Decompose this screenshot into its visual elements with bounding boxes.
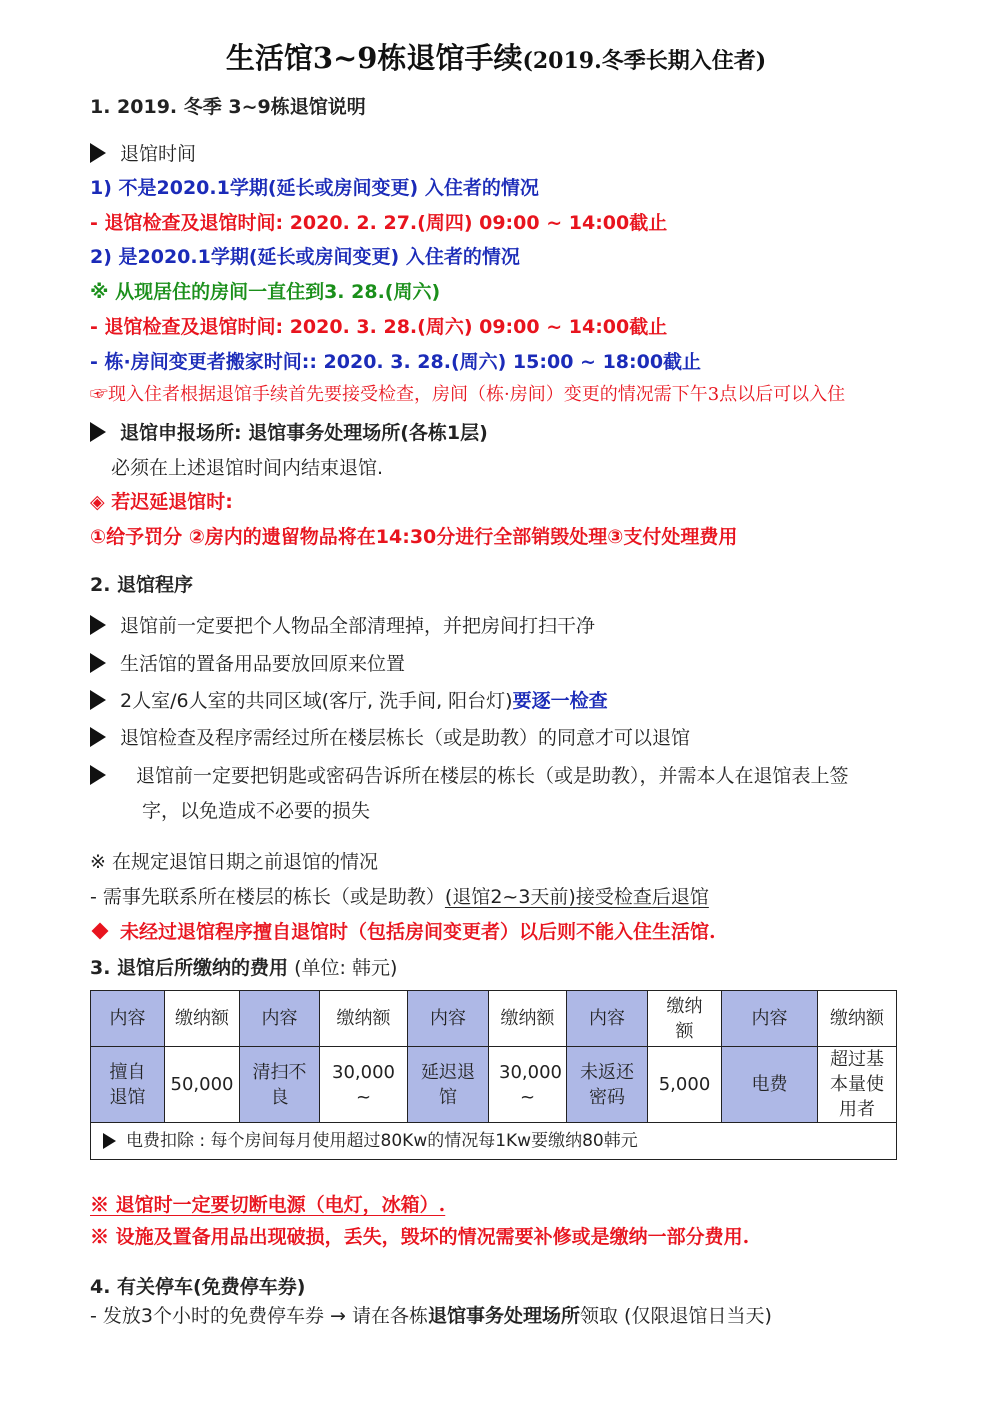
- fee-amount: 5,000: [648, 1047, 722, 1123]
- fee-content: 未返还密码: [567, 1047, 648, 1123]
- header-amount: 缴纳额: [489, 991, 567, 1047]
- header-amount: 缴纳额: [818, 991, 897, 1047]
- procedure-text: 生活馆的置备用品要放回原来位置: [120, 653, 406, 675]
- header-content: 内容: [722, 991, 818, 1047]
- procedure-item: [90, 613, 595, 639]
- checkout-place-label: 退馆申报场所: 退馆事务处理场所(各栋1层): [120, 422, 488, 444]
- header-content: 内容: [240, 991, 320, 1047]
- procedure-item: [90, 725, 690, 751]
- header-content: 内容: [91, 991, 165, 1047]
- checkout-time-header: [90, 141, 196, 167]
- fee-amount: 30,000 ~: [320, 1047, 408, 1123]
- fee-content: 电费: [722, 1047, 818, 1123]
- checkout-place-note: 必须在上述退馆时间内结束退馆.: [111, 457, 384, 479]
- triangle-bullet-icon: [90, 690, 106, 710]
- procedure-text: 退馆前一定要把个人物品全部清理掉，并把房间打扫干净: [120, 615, 596, 637]
- power-off-note: [90, 1192, 445, 1218]
- fee-content: 清扫不良: [240, 1047, 320, 1123]
- case2-notice-line: ☞现入住者根据退馆手续首先要接受检查，房间（栋·房间）变更的情况需下午3点以后可以入住: [90, 384, 846, 405]
- early-checkout-text: [90, 884, 729, 910]
- fee-amount: 50,000: [165, 1047, 240, 1123]
- early-checkout-header: ※ 在规定退馆日期之前退馆的情况: [90, 851, 378, 873]
- procedure-text: 退馆检查及程序需经过所在楼层栋长（或是助教）的同意才可以退馆: [120, 727, 691, 749]
- procedure-text: 2人室/6人室的共同区域(客厅, 洗手间, 阳台灯): [120, 690, 513, 712]
- triangle-bullet-icon: [103, 1133, 116, 1149]
- delay-header: ◈ 若迟延退馆时:: [90, 491, 233, 513]
- unauthorized-warning: [90, 919, 716, 945]
- section4-heading: 4. 有关停车(免费停车券): [90, 1276, 306, 1298]
- table-note-row: [91, 1123, 897, 1160]
- header-amount: 缴纳额: [165, 991, 240, 1047]
- electricity-note-text: 电费扣除 : 每个房间每月使用超过80Kw的情况每1Kw要缴纳80韩元: [126, 1130, 638, 1151]
- section3-heading-line: [90, 955, 397, 981]
- title-main: 生活馆3~9栋退馆手续: [225, 41, 523, 75]
- fee-content: 延迟退馆: [408, 1047, 489, 1123]
- header-content: 内容: [408, 991, 489, 1047]
- procedure-emphasis: 要逐一检查: [512, 690, 608, 712]
- triangle-bullet-icon: [90, 653, 106, 673]
- header-content: 内容: [567, 991, 648, 1047]
- power-off-text: ※ 退馆时一定要切断电源（电灯，冰箱）.: [90, 1194, 446, 1216]
- case1-line: 1) 不是2020.1学期(延长或房间变更) 入住者的情况: [90, 177, 539, 199]
- fee-amount: 超过基本量使用者: [818, 1047, 897, 1123]
- procedure-item: [90, 763, 849, 789]
- parking-text-c: 领取 (仅限退馆日当天): [580, 1305, 772, 1327]
- early-checkout-underlined: (退馆2~3天前)接受检查后退馆: [444, 886, 709, 908]
- electricity-note: [91, 1123, 897, 1160]
- fee-table: [90, 990, 897, 1160]
- header-amount: 缴纳额: [648, 991, 722, 1047]
- triangle-bullet-icon: [90, 765, 106, 785]
- currency-unit: (单位: 韩元): [294, 957, 398, 979]
- document-title: [0, 38, 992, 81]
- procedure-item: [90, 651, 405, 677]
- checkout-time-label: 退馆时间: [120, 143, 197, 165]
- fee-content: 擅自退馆: [91, 1047, 165, 1123]
- case2-move-line: - 栋·房间变更者搬家时间:: 2020. 3. 28.(周六) 15:00 ~ 18:00截止: [90, 351, 702, 373]
- case2-time-line: - 退馆检查及退馆时间: 2020. 3. 28.(周六) 09:00 ~ 14:00截止: [90, 316, 668, 338]
- damage-note: ※ 设施及置备用品出现破损，丢失，毁坏的情况需要补修或是缴纳一部分费用.: [90, 1226, 750, 1248]
- procedure-text: 退馆前一定要把钥匙或密码告诉所在楼层的栋长（或是助教），并需本人在退馆表上签: [136, 765, 849, 787]
- triangle-bullet-icon: [90, 615, 106, 635]
- section1-heading: 1. 2019. 冬季 3~9栋退馆说明: [90, 96, 366, 118]
- case2-note-line: ※ 从现居住的房间一直住到3. 28.(周六): [90, 281, 441, 303]
- procedure-item-continuation: 字，以免造成不必要的损失: [142, 800, 371, 822]
- section2-heading: 2. 退馆程序: [90, 574, 194, 596]
- procedure-item: [90, 688, 608, 714]
- diamond-bullet-icon: [92, 923, 109, 940]
- warning-text: 未经过退馆程序擅自退馆时（包括房间变更者）以后则不能入住生活馆.: [120, 921, 716, 943]
- case1-time-line: - 退馆检查及退馆时间: 2020. 2. 27.(周四) 09:00 ~ 14:00截止: [90, 212, 668, 234]
- triangle-bullet-icon: [90, 143, 106, 163]
- fee-amount: 30,000 ~: [489, 1047, 567, 1123]
- section3-heading: 3. 退馆后所缴纳的费用: [90, 957, 289, 979]
- delay-penalties: ①给予罚分 ②房内的遗留物品将在14:30分进行全部销毁处理③支付处理费用: [90, 526, 738, 548]
- early-checkout-prefix: - 需事先联系所在楼层的栋长（或是助教）: [90, 886, 445, 908]
- header-amount: 缴纳额: [320, 991, 408, 1047]
- triangle-bullet-icon: [90, 422, 106, 442]
- parking-text: [90, 1303, 772, 1329]
- table-row: [91, 1047, 897, 1123]
- parking-text-a: - 发放3个小时的免费停车券 → 请在各栋: [90, 1305, 428, 1327]
- parking-place: 退馆事务处理场所: [427, 1305, 580, 1327]
- triangle-bullet-icon: [90, 727, 106, 747]
- title-sub: (2019.冬季长期入住者): [522, 48, 767, 74]
- checkout-place-line: [90, 420, 488, 446]
- table-header-row: [91, 991, 897, 1047]
- case2-line: 2) 是2020.1学期(延长或房间变更) 入住者的情况: [90, 246, 520, 268]
